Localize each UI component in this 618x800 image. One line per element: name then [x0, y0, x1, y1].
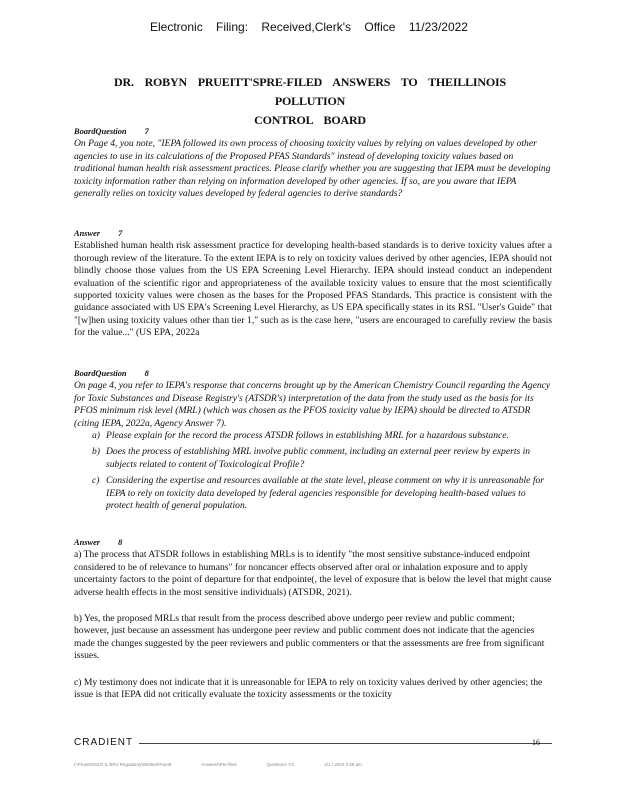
page-number: 16 [532, 738, 540, 747]
footer-rule [74, 743, 552, 744]
answer-label [74, 537, 552, 549]
question-label-text: BoardQuestion [74, 369, 127, 378]
answer-number: 8 [118, 538, 123, 547]
answer-paragraph-c: c) My testimony does not indicate that it is unreasonable for IEPA to rely on toxicity values derived by other agencies; the issue is that IEPA did not critically evaluate the toxicity assessments or the toxicity [74, 676, 543, 701]
answer-label [74, 228, 552, 240]
answer-8 [74, 537, 552, 701]
question-text: On page 4, you refer to IEPA's response that concerns brought up by the American Chemistry Council regarding the Agency for Toxic Substances and Disease Registry's (ATSDR's) interpretation of the data from the study used as the basis for its PFOS minimum risk level (MRL) (which was chosen as the PFOS toxicity value by IEPA) should be directed to ATSDR (citing IEPA, 2022a, Agency Answer 7). [74, 380, 551, 429]
subitem-marker: c) [92, 475, 100, 487]
answer-text: Established human health risk assessment practice for developing health-based standards is to derive toxicity values after a thorough review of the literature. To the extent IEPA is to rely on toxicity values derived by other agencies, IEPA should not blindly choose those values from the US EPA Screening Level Hierarchy. IEPA should instead conduct an independent evaluation of the scientific rigor and appropriateness of the available toxicity values to ensure that the most scientifically supported toxicity values were chosen as the bases for the Proposed PFAS Standards. This practice is consistent with the guidance associated with US EPA's Screening Level Hierarchy, as US EPA specifically states in its RSL "User's Guide" that "[w]hen using toxicity values other than tier 1," such as is the case here, "users are encouraged to carefully review the basis for the value..." (US EPA, 2022a [74, 240, 552, 339]
document-title [90, 73, 530, 130]
file-path: I:\Prueitt\2022\ IL BRV Regulatory\Written\Prueitt [74, 762, 172, 767]
filing-header: Electronic Filing: Received,Clerk's Office 11/23/2022 [150, 20, 468, 34]
board-question-7 [74, 126, 552, 200]
file-path-footer [74, 762, 494, 767]
file-date: 2/1 / 2022 2:48 am [324, 762, 362, 767]
answer-7 [74, 228, 552, 340]
answer-paragraph-a: a) The process that ATSDR follows in establishing MRLs is to identify "the most sensitive substance-induced endpoint considered to be of relevance to humans" for noncancer effects observed after oral or inhalation exposure and to apply uncertainty factors to the point of departure for that endpointe(, the level of exposure that is below the level that might cause adverse health effects in the most sensitive individuals) (ATSDR, 2021). [74, 549, 552, 598]
question-number: 7 [144, 127, 149, 136]
question-text: On Page 4, you note, "IEPA followed its own process of choosing toxicity values by relying on values developed by other agencies to use in its calculations of the Proposed PFAS Standards" instead of developing toxicity values based on traditional human health risk assessment practices. Please clarify whether you are suggesting that IEPA must be developing toxicity information rather than relying on information developed by other agencies. If so, are you aware that IEPA generally relies on toxicity values developed by federal agencies to derive standards? [74, 138, 551, 200]
answer-label-text: Answer [74, 538, 101, 547]
company-logo: CRADIENT [74, 737, 139, 748]
title-line-1: DR. ROBYN PRUEITT'SPRE-FILED ANSWERS TO THEILLINOIS POLLUTION [114, 75, 506, 108]
subitem-marker: b) [92, 446, 100, 458]
subitem-marker: a) [92, 430, 100, 442]
answer-paragraph-b: b) Yes, the proposed MRLs that result from the process described above undergo peer review and public comment; however, just because an assessment has undergone peer review and public comment does not indicate that the agencies made the changes suggested by the peer reviewers and public commenters or that the assessments are free from significant issues. [74, 613, 545, 662]
question-number: 8 [144, 369, 149, 378]
subitem [74, 446, 552, 471]
question-subitems [74, 430, 552, 512]
subitem-text: Considering the expertise and resources available at the state level, please comment on why it is unreasonable for IEPA to rely on toxicity data developed by federal agencies responsible for developing health-based values to protect health of general population. [106, 475, 545, 512]
subitem [74, 430, 552, 442]
subitem-text: Does the process of establishing MRL involve public comment, including an external peer review by experts in subjects related to content of Toxicological Profile? [106, 446, 531, 470]
file-name: Questions 7/1 [266, 762, 295, 767]
question-label [74, 368, 552, 380]
subitem-text: Please explain for the record the process ATSDR follows in establishing MRL for a hazardous substance. [106, 430, 509, 442]
answer-label-text: Answer [74, 229, 101, 238]
file-folder: Answers\Pre-filed [201, 762, 237, 767]
board-question-8 [74, 368, 552, 516]
question-label-text: BoardQuestion [74, 127, 127, 136]
question-label [74, 126, 552, 138]
answer-number: 7 [118, 229, 123, 238]
title-line-2: CONTROL BOARD [254, 113, 366, 127]
subitem [74, 475, 552, 512]
